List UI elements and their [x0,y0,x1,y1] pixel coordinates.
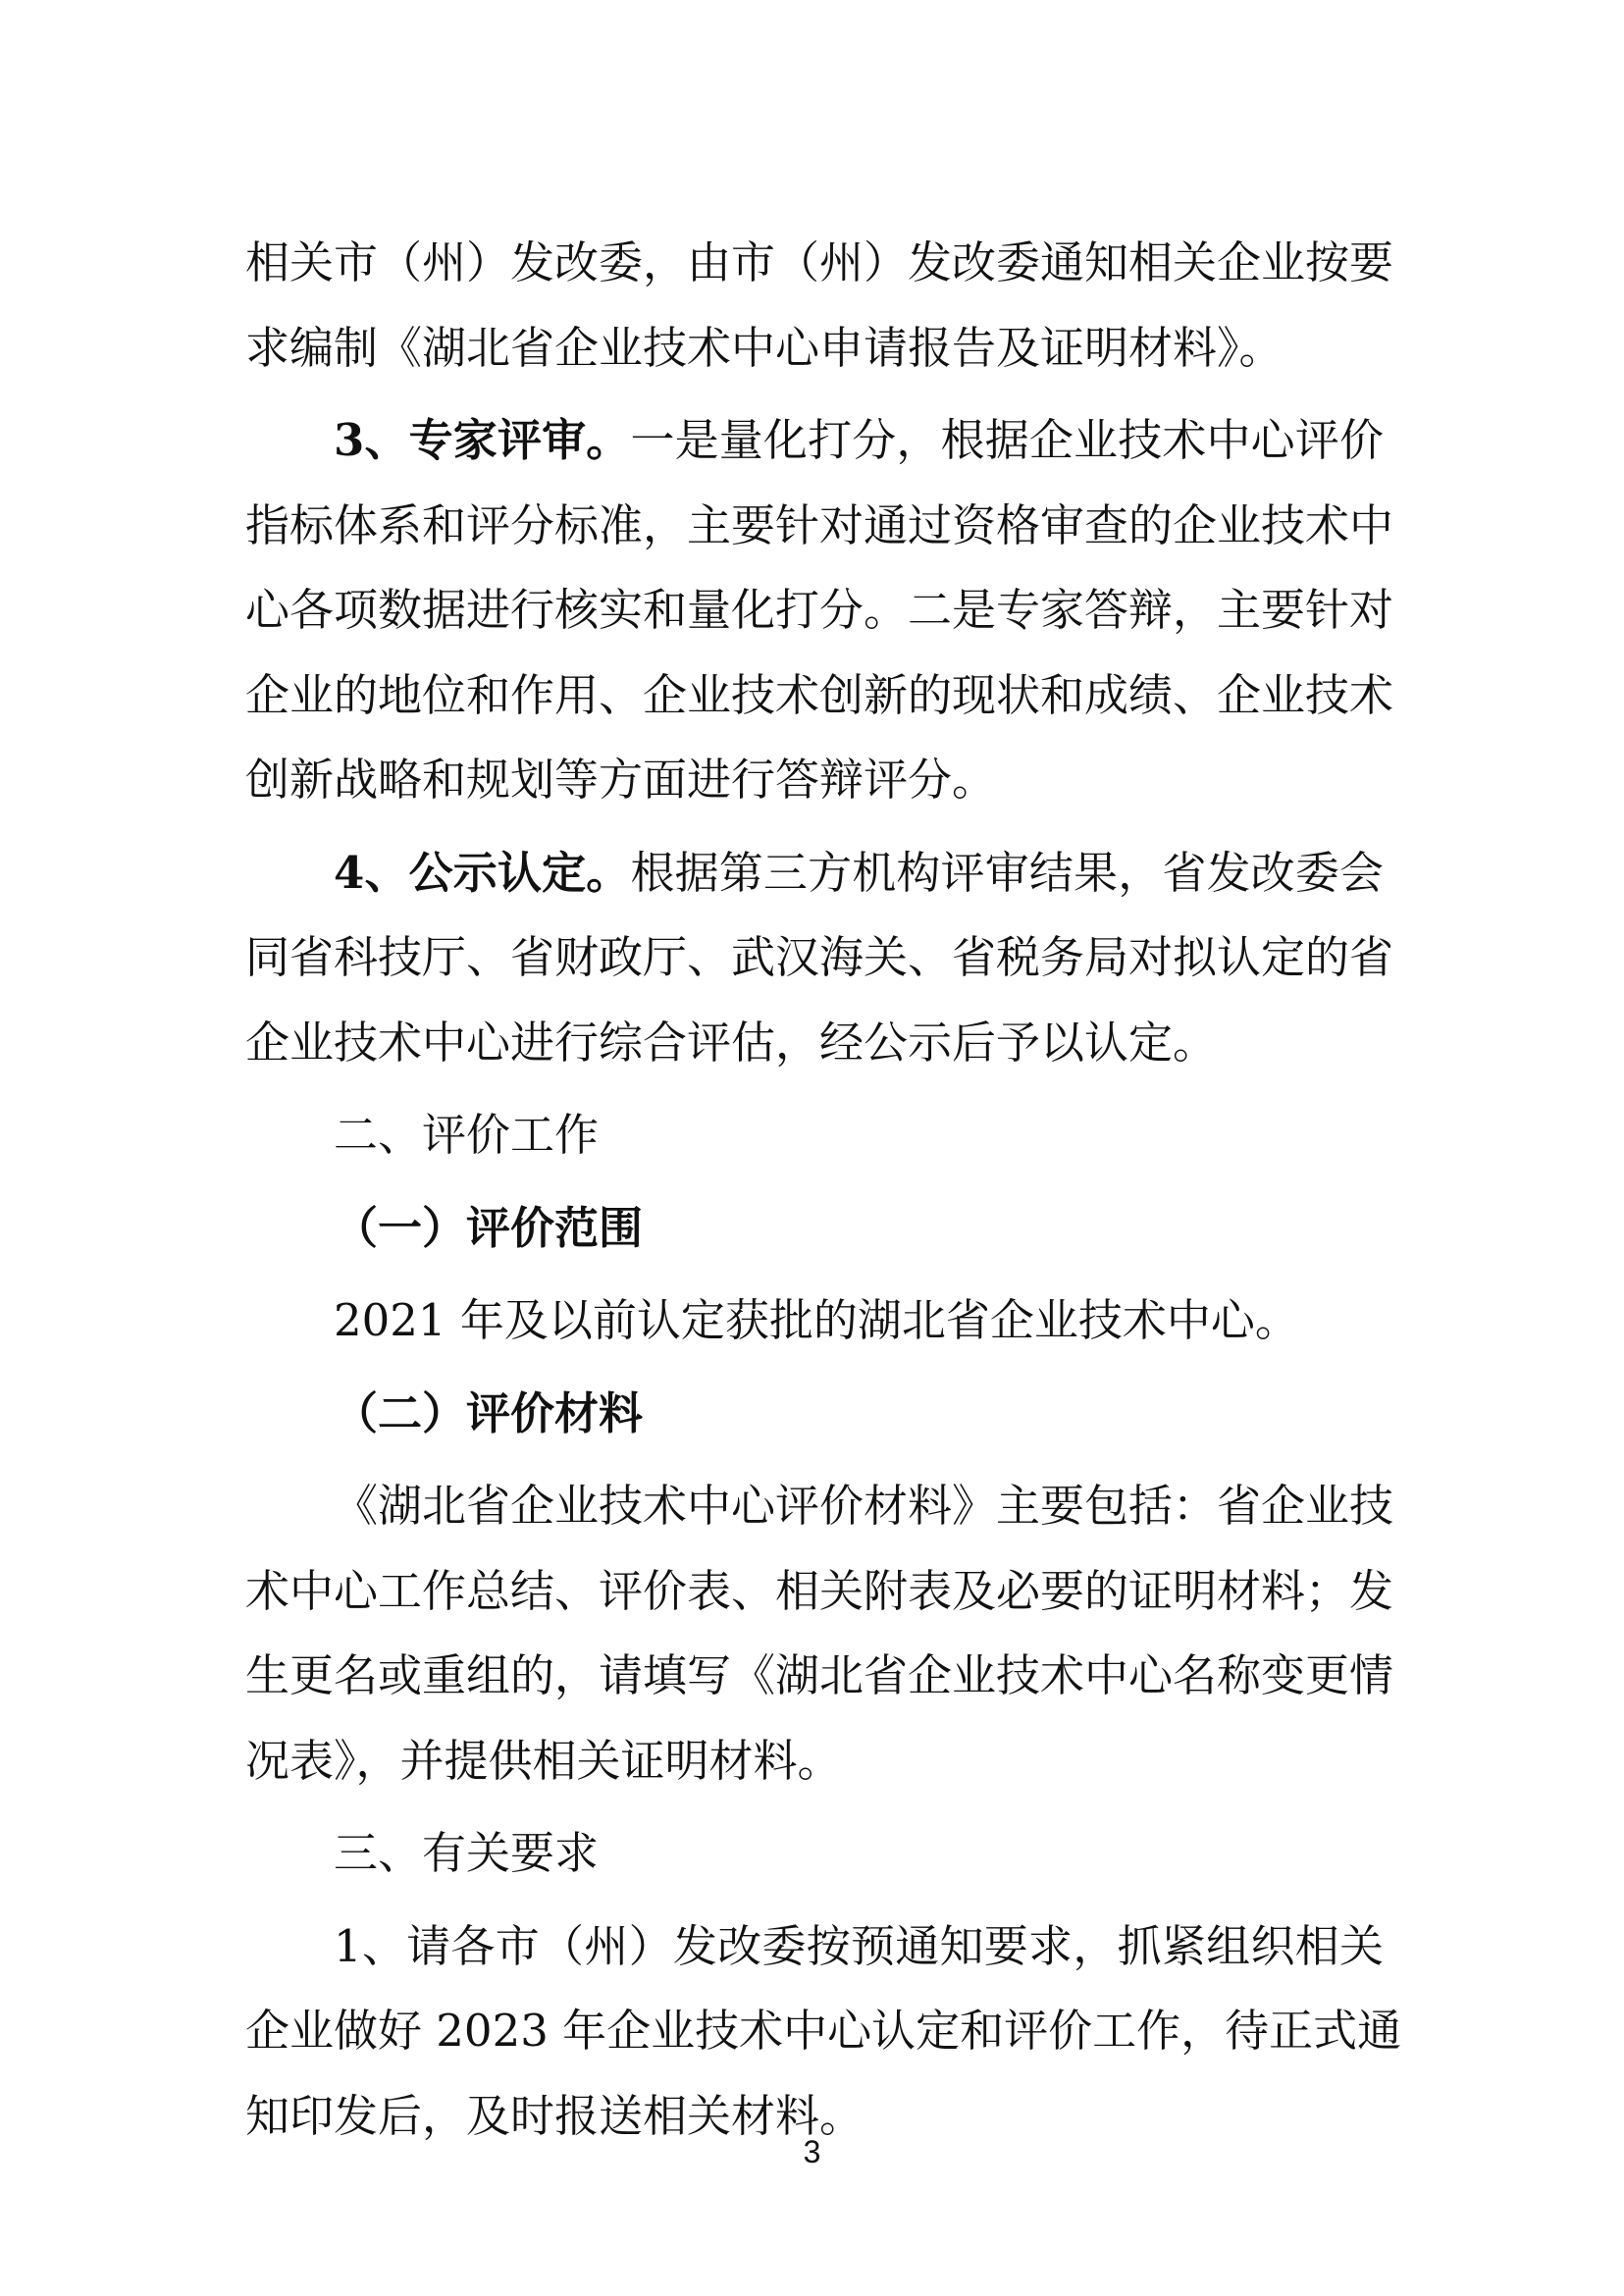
section-heading-evaluation: 二、评价工作 [334,1109,600,1161]
body-line: 企业技术中心进行综合评估，经公示后予以认定。 [245,1016,1218,1069]
body-line: 生更名或重组的，请填写《湖北省企业技术中心名称变更情 [245,1649,1394,1701]
publicity-lead: 4、公示认定。 [334,846,631,899]
body-line: 1、请各市（州）发改委按预通知要求，抓紧组织相关 [334,1919,1384,1972]
body-line: 指标体系和评分标准，主要针对通过资格审查的企业技术中 [245,498,1394,551]
page-number: 3 [803,2134,821,2169]
publicity-paragraph-start [245,831,1384,916]
body-line: 企业的地位和作用、企业技术创新的现状和成绩、企业技术 [245,668,1394,721]
body-line: 求编制《湖北省企业技术中心申请报告及证明材料》。 [245,321,1283,374]
body-line: 心各项数据进行核实和量化打分。二是专家答辩，主要针对 [245,584,1394,636]
body-line: 相关市（州）发改委，由市（州）发改委通知相关企业按要 [245,236,1394,288]
body-text: 一是量化打分，根据企业技术中心评价 [630,414,1384,466]
document-body [245,221,1402,2159]
expert-review-lead: 3、专家评审。 [334,414,631,466]
body-line: 创新战略和规划等方面进行答辩评分。 [245,754,997,806]
body-line: 术中心工作总结、评价表、相关附表及必要的证明材料；发 [245,1564,1394,1617]
body-text: 根据第三方机构评审结果，省发改委会 [630,846,1384,899]
body-line: 企业做好 2023 年企业技术中心认定和评价工作，待正式通 [245,2005,1402,2057]
subheading-evaluation-scope: （一）评价范围 [334,1201,644,1254]
body-line: 知印发后，及时报送相关材料。 [245,2089,864,2142]
body-line: 《湖北省企业技术中心评价材料》主要包括：省企业技 [334,1480,1394,1532]
body-line: 同省科技厅、省财政厅、武汉海关、省税务局对拟认定的省 [245,931,1394,983]
body-line: 况表》，并提供相关证明材料。 [245,1734,842,1787]
subheading-evaluation-materials: （二）评价材料 [334,1386,644,1439]
scope-text: 2021 年及以前认定获批的湖北省企业技术中心。 [334,1294,1299,1346]
section-heading-requirements: 三、有关要求 [334,1827,600,1879]
expert-review-paragraph-start [245,398,1384,484]
